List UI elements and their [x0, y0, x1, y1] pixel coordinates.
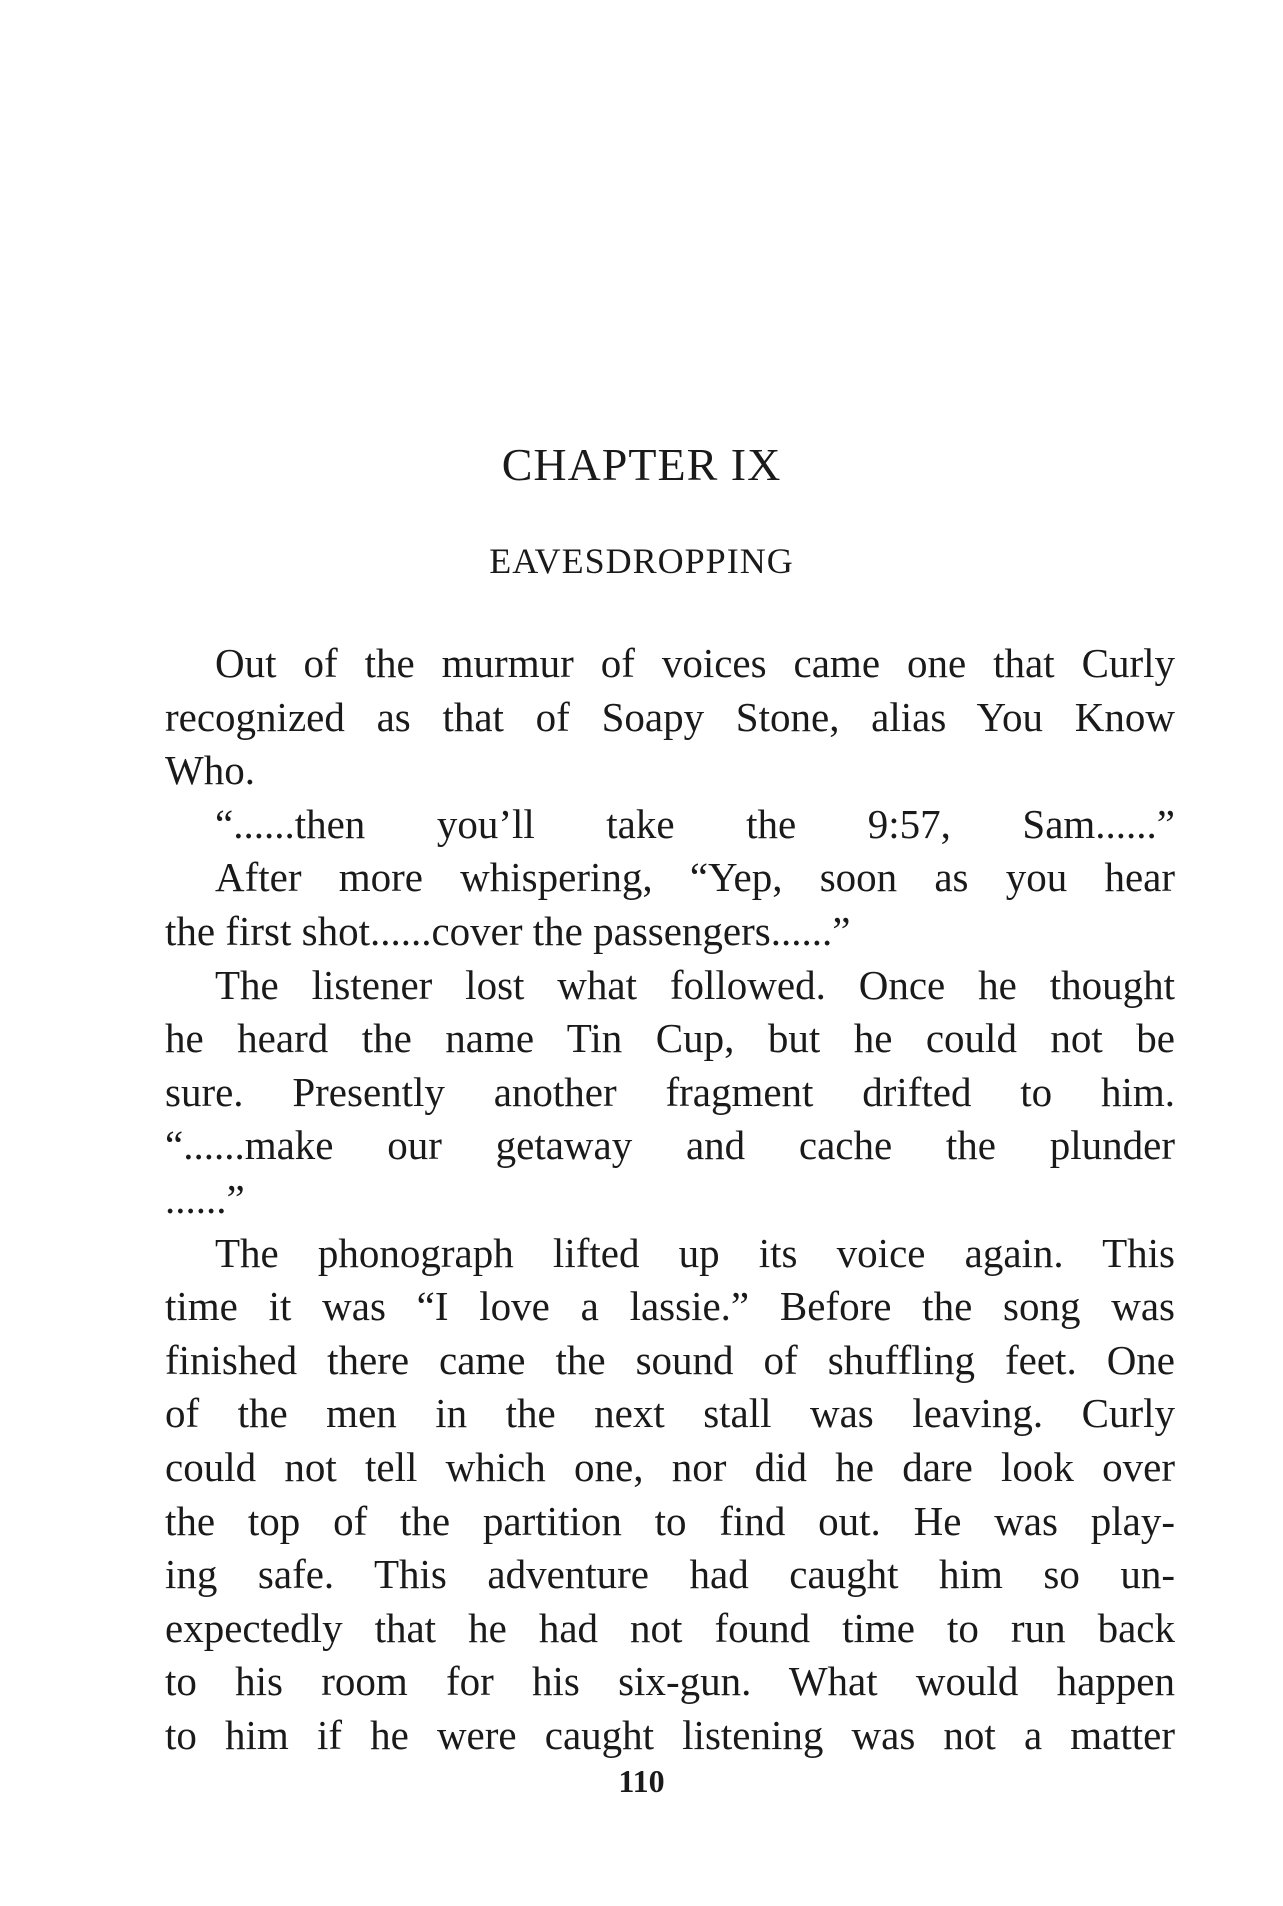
chapter-body-text [165, 637, 1175, 1762]
text-line: of the men in the next stall was leaving. Curly [165, 1390, 1175, 1437]
text-line: expectedly that he had not found time to run back [165, 1604, 1175, 1651]
text-line: The phonograph lifted up its voice again. This [215, 1229, 1175, 1276]
text-line: “......make our getaway and cache the plunder [165, 1122, 1175, 1169]
chapter-subtitle: EAVESDROPPING [489, 541, 794, 581]
page-number: 110 [618, 1763, 665, 1799]
text-line: time it was “I love a lassie.” Before the song was [165, 1283, 1175, 1330]
text-line: the top of the partition to find out. He was play- [165, 1497, 1175, 1544]
text-line: recognized as that of Soapy Stone, alias You Know [165, 693, 1175, 740]
text-line: to his room for his six-gun. What would happen [165, 1658, 1175, 1705]
text-line: “......then you’ll take the 9:57, Sam......” [215, 800, 1175, 847]
text-line: Who. [165, 747, 255, 794]
text-line: After more whispering, “Yep, soon as you hear [215, 854, 1175, 901]
text-line: Out of the murmur of voices came one that Curly [215, 640, 1175, 686]
text-line: finished there came the sound of shuffling feet. One [165, 1336, 1175, 1383]
text-line: ......” [165, 1175, 245, 1222]
text-line: could not tell which one, nor did he dare look over [165, 1443, 1175, 1490]
chapter-title: CHAPTER IX [501, 439, 782, 490]
text-line: The listener lost what followed. Once he thought [215, 961, 1175, 1008]
text-line: ing safe. This adventure had caught him so un- [165, 1551, 1175, 1598]
text-line: to him if he were caught listening was not a matter [165, 1711, 1175, 1758]
text-line: he heard the name Tin Cup, but he could not be [165, 1015, 1175, 1062]
text-line: sure. Presently another fragment drifted to him. [165, 1068, 1175, 1115]
text-line: the first shot......cover the passengers......” [165, 907, 851, 954]
